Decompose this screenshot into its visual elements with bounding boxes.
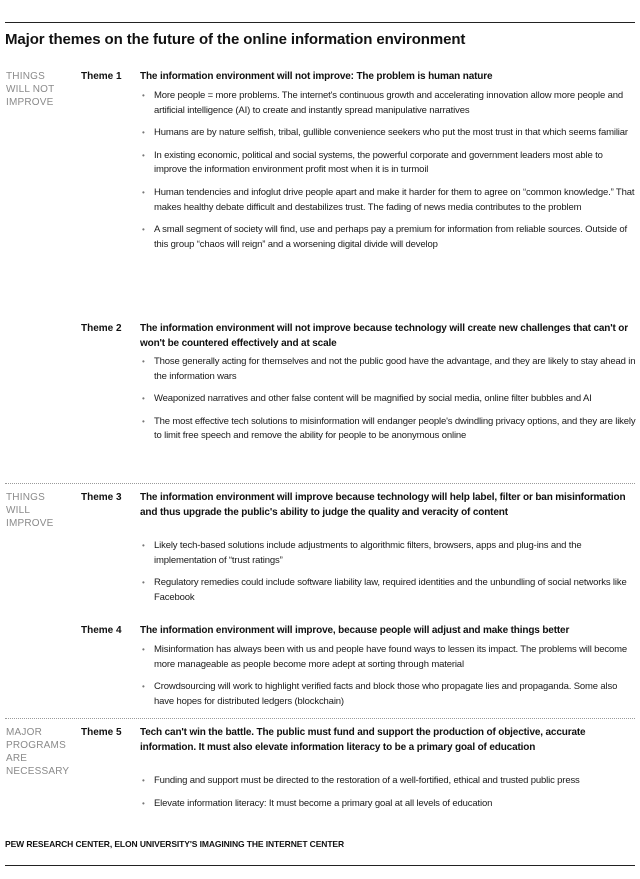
theme-title: The information environment will improve, because people will adjust and make things better [140,625,570,636]
theme-bullets [140,355,636,452]
section-label-line: MAJOR [6,727,42,738]
theme-label: Theme 1 [81,71,122,82]
theme-bullets [140,89,636,260]
bullet-item: • The most effective tech solutions to misinformation will endanger people's dwindling privacy options, and they are likely to limit free speech and remove the ability for people to be anonymous online [140,415,636,444]
bullet-item: • Funding and support must be directed to the restoration of a well-fortified, ethical and trusted public press [140,774,636,789]
theme-title: The information environment will not improve: The problem is human nature [140,71,493,82]
section-label [6,70,78,109]
section-label-line: PROGRAMS [6,740,66,751]
theme-bullets [140,774,636,819]
section-label-line: IMPROVE [6,518,54,529]
section-label-line: WILL [6,505,31,516]
section-label-line: ARE [6,753,28,764]
top-rule [5,22,635,23]
section-divider [5,718,635,719]
section-label-line: NECESSARY [6,766,70,777]
section-label [6,491,78,530]
section-label-line: WILL NOT [6,84,55,95]
theme-label: Theme 2 [81,323,122,334]
section-label [6,726,78,778]
section-label-line: THINGS [6,492,45,503]
theme-title: Tech can't win the battle. The public must fund and support the production of objective, accurate information. It must also elevate information literacy to be a primary goal of education [140,727,586,753]
bullet-item: • More people = more problems. The internet's continuous growth and accelerating innovation allow more people and artificial intelligence (AI) to create and instantly spread manipulative narratives [140,89,636,118]
bullet-item: • Likely tech-based solutions include adjustments to algorithmic filters, browsers, apps and plug-ins and the implementation of “trust ratings” [140,539,636,568]
theme-bullets [140,539,636,613]
bullet-item: • Humans are by nature selfish, tribal, gullible convenience seekers who put the most trust in that which seems familiar [140,126,636,141]
theme-label: Theme 3 [81,492,122,503]
theme-label: Theme 4 [81,625,122,636]
theme-title: The information environment will improve because technology will help label, filter or ban misinformation and thus upgrade the public's ability to judge the quality and veracity of content [140,492,626,518]
bullet-item: • Misinformation has always been with us and people have found ways to lessen its impact. The problems will become more manageable as people become more adept at sorting through material [140,643,636,672]
bullet-item: • Crowdsourcing will work to highlight verified facts and block those who propagate lies and propaganda. Some also have hopes for distributed ledgers (blockchain) [140,680,636,709]
page-title: Major themes on the future of the online information environment [5,31,466,48]
section-label-line: THINGS [6,71,45,82]
bullet-item: • Weaponized narratives and other false content will be magnified by social media, online filter bubbles and AI [140,392,636,407]
bullet-item: • A small segment of society will find, use and perhaps pay a premium for information from reliable sources. Outside of this group “chaos will reign” and a worsening digital divide will develop [140,223,636,252]
bullet-item: • Human tendencies and infoglut drive people apart and make it harder for them to agree on “common knowledge.” That makes healthy debate difficult and destabilizes trust. The fading of news media contributes to the problem [140,186,636,215]
theme-title: The information environment will not improve because technology will create new challenges that can't or won't be countered effectively and at scale [140,323,628,349]
theme-label: Theme 5 [81,727,122,738]
section-divider [5,483,635,484]
bullet-item: • Regulatory remedies could include software liability law, required identities and the unbundling of social networks like Facebook [140,576,636,605]
bullet-item: • Those generally acting for themselves and not the public good have the advantage, and they are likely to stay ahead in the information wars [140,355,636,384]
bullet-item: • Elevate information literacy: It must become a primary goal at all levels of education [140,797,636,812]
source-footer: PEW RESEARCH CENTER, ELON UNIVERSITY'S IMAGINING THE INTERNET CENTER [5,839,345,849]
bottom-rule [5,865,635,866]
bullet-item: • In existing economic, political and social systems, the powerful corporate and government leaders most able to improve the information environment profit most when it is in turmoil [140,149,636,178]
section-label-line: IMPROVE [6,97,54,108]
theme-bullets [140,643,636,717]
